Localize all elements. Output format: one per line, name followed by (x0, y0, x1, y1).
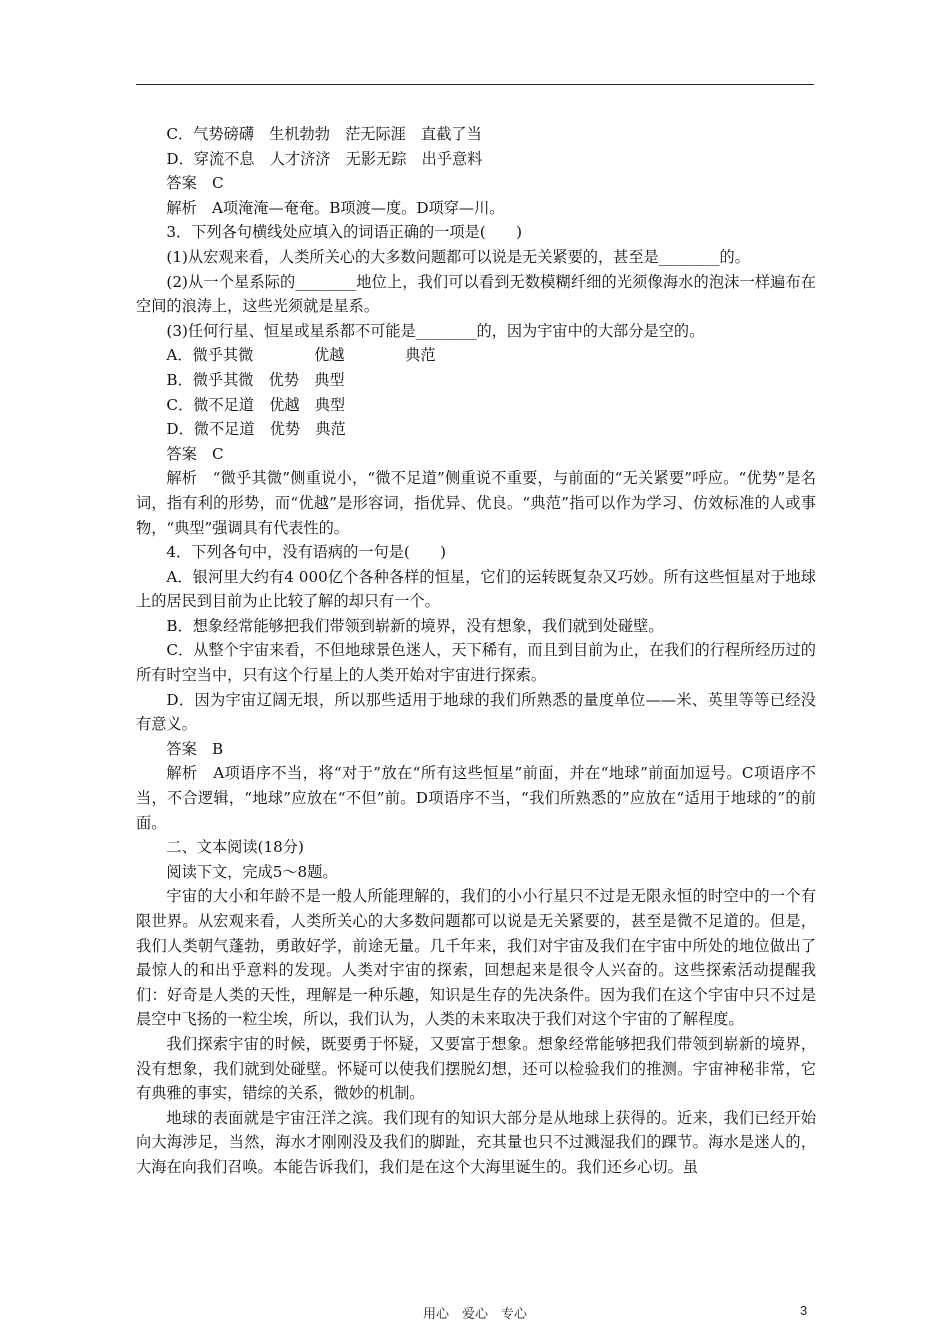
analysis-4: 解析 A项语序不当，将“对于”放在“所有这些恒星”前面，并在“地球”前面加逗号。C项语序不当，不合逻辑，“地球”应放在“不但”前。D项语序不当，“我们所熟悉的”应放在“适用于地球的”的前面。 (136, 764, 816, 832)
question-4: 4．下列各句中，没有语病的一句是( ) (166, 543, 447, 562)
q3-option-c: C．微不足道 优越 典型 (166, 395, 346, 414)
header-rule (136, 84, 814, 85)
q3-option-a: A．微乎其微 优越 典范 (166, 346, 436, 365)
passage-paragraph-3: 地球的表面就是宇宙汪洋之滨。我们现有的知识大部分是从地球上获得的。近来，我们已经开始向大海涉足，当然，海水才刚刚没及我们的脚趾，充其量也只不过溅湿我们的踝节。海水是迷人的，大海在向我们召唤。本能告诉我们，我们是在这个大海里诞生的。我们还乡心切。虽 (136, 1108, 816, 1176)
passage-paragraph-2: 我们探索宇宙的时候，既要勇于怀疑，又要富于想象。想象经常能够把我们带领到崭新的境界，没有想象，我们就到处碰壁。怀疑可以使我们摆脱幻想，还可以检验我们的推测。宇宙神秘非常，它有典雅的事实，错综的关系，微妙的机制。 (136, 1034, 816, 1103)
answer-3: 答案 C (166, 444, 224, 463)
option-d-line: D．穿流不息 人才济济 无影无踪 出乎意料 (166, 149, 483, 168)
q4-option-a: A．银河里大约有4 000亿个各种各样的恒星，它们的运转既复杂又巧妙。所有这些恒星对于地球上的居民到目前为止比较了解的却只有一个。 (136, 567, 816, 611)
answer-2: 答案 C (166, 174, 224, 193)
passage-paragraph-1: 宇宙的大小和年龄不是一般人所能理解的，我们的小小行星只不过是无限永恒的时空中的一个有限世界。从宏观来看，人类所关心的大多数问题都可以说是无关紧要的，甚至是微不足道的。但是，我们人类朝气蓬勃，勇敢好学，前途无量。几千年来，我们对宇宙及我们在宇宙中所处的地位做出了最惊人的和出乎意料的发现。人类对宇宙的探索，回想起来是很令人兴奋的。这些探索活动提醒我们：好奇是人类的天性，理解是一种乐趣，知识是生存的先决条件。因为我们在这个宇宙中只不过是晨空中飞扬的一粒尘埃，所以，我们认为，人类的未来取决于我们对这个宇宙的了解程度。 (136, 887, 816, 1029)
q3-option-d: D．微不足道 优势 典范 (166, 420, 346, 439)
option-c-line: C．气势磅礴 生机勃勃 茫无际涯 直截了当 (166, 125, 482, 143)
q3-sentence-1: (1)从宏观来看，人类所关心的大多数问题都可以说是无关紧要的，甚至是________的。 (166, 247, 750, 266)
question-3: 3．下列各句横线处应填入的词语正确的一项是( ) (166, 223, 523, 242)
page-body (136, 122, 816, 1180)
q4-option-d: D．因为宇宙辽阔无垠，所以那些适用于地球的我们所熟悉的量度单位——米、英里等等已经没有意义。 (136, 690, 816, 734)
reading-instruction: 阅读下文，完成5～8题。 (166, 862, 338, 881)
section-heading: 二、文本阅读(18分) (166, 838, 304, 857)
q3-sentence-3: (3)任何行星、恒星或星系都不可能是________的，因为宇宙中的大部分是空的。 (166, 321, 705, 340)
q4-option-c: C．从整个宇宙来看，不但地球景色迷人，天下稀有，而且到目前为止，在我们的行程所经历过的所有时空当中，只有这个行星上的人类开始对宇宙进行探索。 (136, 641, 816, 685)
footer-text: 用心 爱心 专心 (422, 1307, 527, 1322)
analysis-2: 解析 A项淹淹—奄奄。B项渡—度。D项穿—川。 (166, 198, 505, 217)
q4-option-b: B．想象经常能够把我们带领到崭新的境界，没有想象，我们就到处碰壁。 (166, 616, 664, 635)
q3-sentence-2: (2)从一个星系际的________地位上，我们可以看到无数模糊纤细的光须像海水的泡沫一样遍布在空间的浪涛上，这些光须就是星系。 (136, 272, 816, 316)
q3-option-b: B．微乎其微 优势 典型 (166, 370, 345, 389)
answer-4: 答案 B (166, 739, 224, 758)
analysis-3: 解析 “微乎其微”侧重说小，“微不足道”侧重说不重要，与前面的“无关紧要”呼应。“优势”是名词，指有利的形势，而“优越”是形容词，指优异、优良。“典范”指可以作为学习、仿效标准的人或事物，“典型”强调具有代表性的。 (136, 469, 816, 537)
page-number: 3 (800, 1303, 808, 1318)
